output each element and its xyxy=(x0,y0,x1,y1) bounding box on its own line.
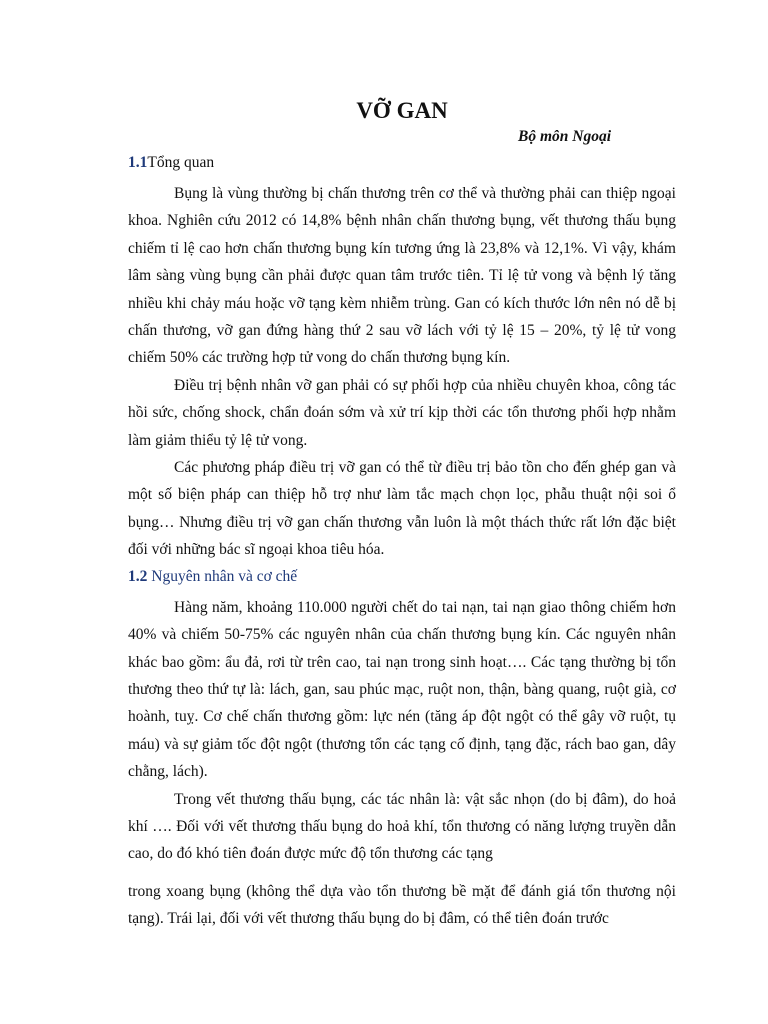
document-title: VỠ GAN xyxy=(356,98,448,123)
document-page xyxy=(128,96,676,933)
section-number: 1.1 xyxy=(128,154,148,171)
department-label: Bộ môn Ngoại xyxy=(518,128,612,145)
paragraph: Hàng năm, khoảng 110.000 người chết do tai nạn, tai nạn giao thông chiếm hơn 40% và chiếm 50-75% các nguyên nhân của chấn thương bụng kín. Các nguyên nhân khác bao gồm: ẩu đả, rơi từ trên cao, tai nạn trong sinh hoạt…. Các tạng thường bị tổn thương theo thứ tự là: lách, gan, sau phúc mạc, ruột non, thận, bàng quang, ruột già, cơ hoành, tuỵ. Cơ chế chấn thương gồm: lực nén (tăng áp đột ngột có thể gây vỡ ruột, tụ máu) và sự giảm tốc đột ngột (thương tổn các tạng cố định, tạng đặc, rách bao gan, dây chằng, lách). xyxy=(128,598,676,781)
section-label: Nguyên nhân và cơ chế xyxy=(151,567,298,585)
paragraph: trong xoang bụng (không thể dựa vào tổn thương bề mặt để đánh giá tổn thương nội tạng). Trái lại, đối với vết thương thấu bụng do bị đâm, có thể tiên đoán trước xyxy=(128,882,676,928)
section-number: 1.2 xyxy=(128,567,148,585)
section-heading-1-2 xyxy=(128,566,676,594)
paragraph: Các phương pháp điều trị vỡ gan có thể từ điều trị bảo tồn cho đến ghép gan và một số biện pháp can thiệp hỗ trợ như làm tắc mạch chọn lọc, phẫu thuật nội soi ổ bụng… Nhưng điều trị vỡ gan chấn thương vẫn luôn là một thách thức rất lớn đặc biệt đối với những bác sĩ ngoại khoa tiêu hóa. xyxy=(128,459,676,559)
paragraph: Điều trị bệnh nhân vỡ gan phải có sự phối hợp của nhiều chuyên khoa, công tác hồi sức, chống shock, chẩn đoán sớm và xử trí kịp thời các tổn thương phối hợp nhằm làm giảm thiểu tỷ lệ tử vong. xyxy=(128,376,676,449)
section-label: Tổng quan xyxy=(147,154,215,171)
section-heading-1-1 xyxy=(128,152,676,180)
paragraph: Trong vết thương thấu bụng, các tác nhân là: vật sắc nhọn (do bị đâm), do hoả khí …. Đối với vết thương thấu bụng do hoả khí, tổn thương có năng lượng truyền dẫn cao, do đó khó tiên đoán được mức độ tổn thương các tạng xyxy=(128,790,676,863)
paragraph: Bụng là vùng thường bị chấn thương trên cơ thể và thường phải can thiệp ngoại khoa. Nghiên cứu 2012 có 14,8% bệnh nhân chấn thương bụng, vết thương thấu bụng chiếm tỉ lệ cao hơn chấn thương bụng kín tương ứng là 23,8% và 12,1%. Vì vậy, khám lâm sàng vùng bụng cần phải được quan tâm trước tiên. Tỉ lệ tử vong và bệnh lý tăng nhiều khi chảy máu hoặc vỡ tạng kèm nhiễm trùng. Gan có kích thước lớn nên nó dễ bị chấn thương, vỡ gan đứng hàng thứ 2 sau vỡ lách với tỷ lệ 15 – 20%, tỷ lệ tử vong chiếm 50% các trường hợp tử vong do chấn thương bụng kín. xyxy=(128,185,676,367)
